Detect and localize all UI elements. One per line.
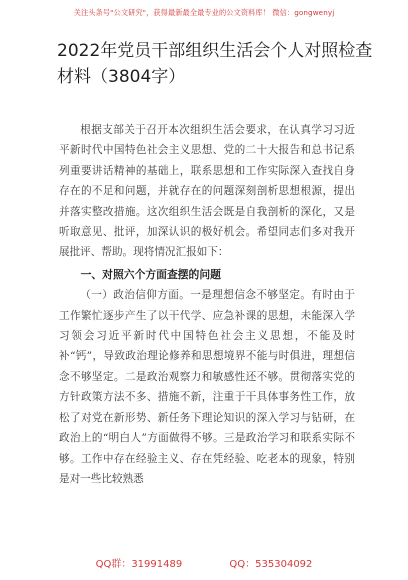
intro-paragraph: 根据支部关于召开本次组织生活会要求，在认真学习习近平新时代中国特色社会主义思想、党的二十大报告和总书记系列重要讲话精神的基础上，联系思想和工作实际深入查找自身存在的不足和问题，并就存在的问题深刻剖析思想根源，提出并落实整改措施。这次组织生活会既是自我剖析的深化，又是听取意见、批评，加深认识的极好机会。希望同志们多对我开展批评、帮助。现将情况汇报如下：: [59, 124, 355, 259]
footer-qq: QQ：535304092: [229, 559, 313, 570]
section-heading: 一、对照六个方面查摆的问题: [80, 267, 221, 281]
document-title: 2022年党员干部组织生活会个人对照检查材料（3804字）: [57, 41, 373, 87]
section-paragraph: （一）政治信仰方面。一是理想信念不够坚定。有时由于工作繁忙逐步产生了以干代学、应急补课的思想，未能深入学习领会习近平新时代中国特色社会主义思想，不能及时补“钙”，导致政治理论修养和思想境界不能与时俱进，理想信念不够坚定。二是政治观察力和敏感性还不够。贯彻落实党的方针政策方法不多、措施不新，注重于干具体事务性工作，放松了对党在新形势、新任务下理论知识的深入学习与钻研，在政治上的“明白人”方面做得不够。三是政治学习和联系实际不够。工作中存在经验主义、存在凭经验、吃老本的现象，特别是对一些比较熟悉: [59, 289, 355, 485]
top-banner: 关注头条号"公文研究"，获得最新最全最专业的公文资料库！ 微信：gongwenyj: [73, 8, 335, 17]
document-body: [59, 120, 355, 489]
footer-qq-group: QQ群：31991489: [95, 559, 183, 570]
footer: [0, 555, 408, 570]
